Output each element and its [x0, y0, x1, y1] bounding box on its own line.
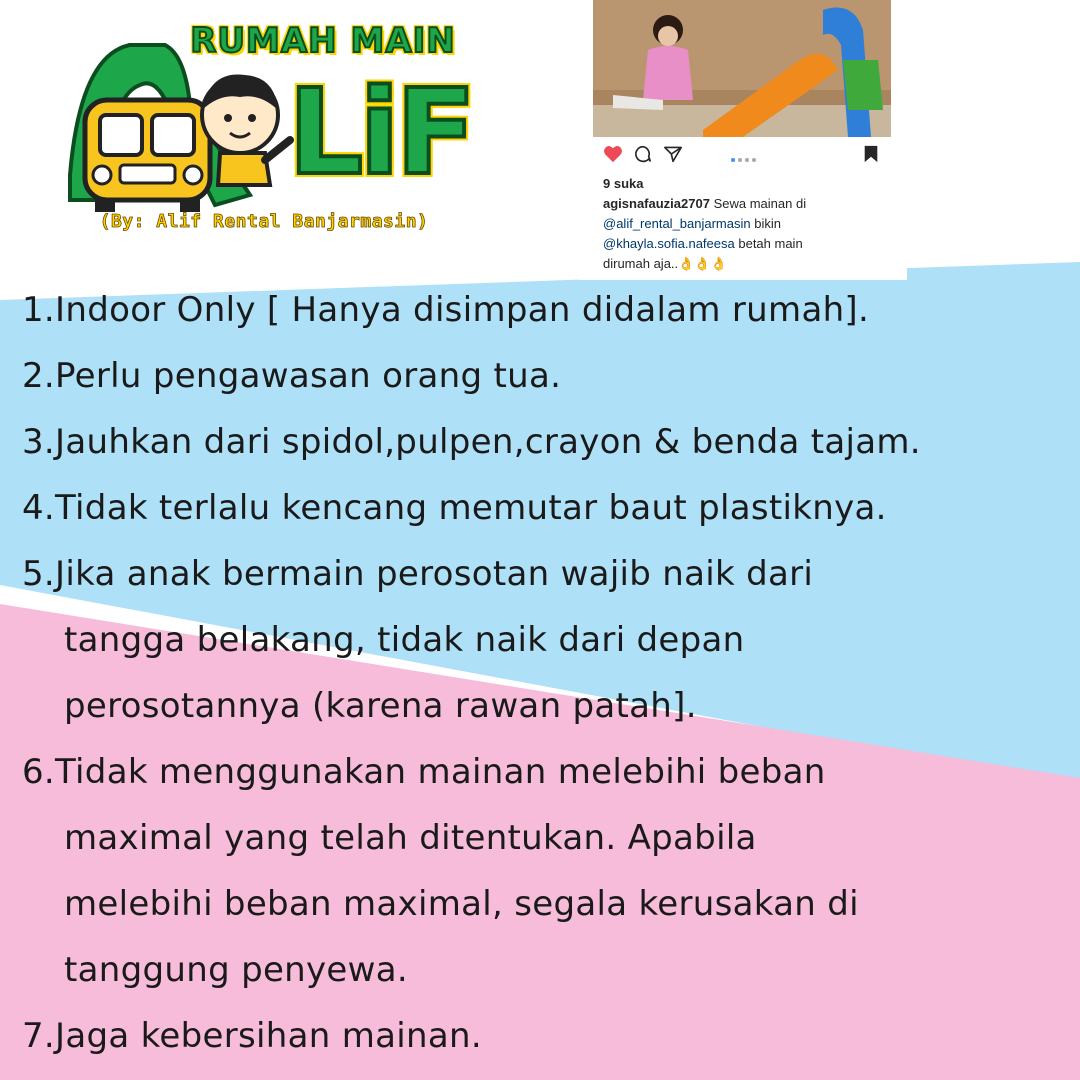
rule-item: [22, 348, 1080, 414]
carousel-dots-icon: [730, 149, 758, 168]
caption-text: bikin: [754, 216, 781, 231]
rule-text-continued: melebihi beban maximal, segala kerusakan di: [64, 884, 859, 924]
photo-illustration: [593, 0, 891, 137]
mention-link[interactable]: @alif_rental_banjarmasin: [603, 216, 751, 231]
caption-text: betah main dirumah aja..👌👌👌: [603, 236, 803, 271]
instagram-post-card: [579, 0, 907, 280]
like-count[interactable]: 9 suka: [603, 176, 644, 191]
rule-item: [22, 1008, 1080, 1074]
rule-text: 7.Jaga kebersihan mainan.: [22, 1016, 482, 1056]
comment-icon[interactable]: [633, 145, 653, 167]
rule-text-continued: perosotannya (karena rawan patah].: [64, 686, 697, 726]
rule-text: 2.Perlu pengawasan orang tua.: [22, 356, 562, 396]
post-photo[interactable]: [593, 0, 891, 137]
mention-link[interactable]: @khayla.sofia.nafeesa: [603, 236, 735, 251]
rule-text: 5.Jika anak bermain perosotan wajib naik dari: [22, 554, 814, 594]
rule-text-continued: tanggung penyewa.: [64, 950, 409, 990]
heart-icon[interactable]: [603, 145, 623, 167]
rule-text-continued: maximal yang telah ditentukan. Apabila: [64, 818, 757, 858]
brand-logo: [50, 15, 473, 245]
logo-subtitle: (By: Alif Rental Banjarmasin): [99, 211, 429, 232]
logo-title: RUMAH MAIN: [190, 21, 456, 61]
rule-text-continued: tangga belakang, tidak naik dari depan: [64, 620, 745, 660]
rule-text: 4.Tidak terlalu kencang memutar baut plastiknya.: [22, 488, 887, 528]
share-icon[interactable]: [663, 145, 683, 167]
rule-text: 6.Tidak menggunakan mainan melebihi beban: [22, 752, 826, 792]
rule-item: [22, 546, 1080, 744]
logo-name: LiF: [288, 63, 473, 201]
rule-item: [22, 744, 1080, 1008]
rule-text: 1.Indoor Only [ Hanya disimpan didalam rumah].: [22, 290, 870, 330]
rule-item: [22, 480, 1080, 546]
rule-item: [22, 282, 1080, 348]
caption-text: Sewa mainan di: [713, 196, 807, 211]
post-actions: [603, 145, 881, 167]
rental-rules-list: [22, 282, 1080, 1074]
bookmark-icon[interactable]: [863, 145, 879, 167]
rule-item: [22, 414, 1080, 480]
post-username[interactable]: agisnafauzia2707: [603, 196, 710, 211]
bus-icon: [85, 100, 210, 212]
rule-text: 3.Jauhkan dari spidol,pulpen,crayon & benda tajam.: [22, 422, 921, 462]
post-caption: [603, 194, 843, 274]
